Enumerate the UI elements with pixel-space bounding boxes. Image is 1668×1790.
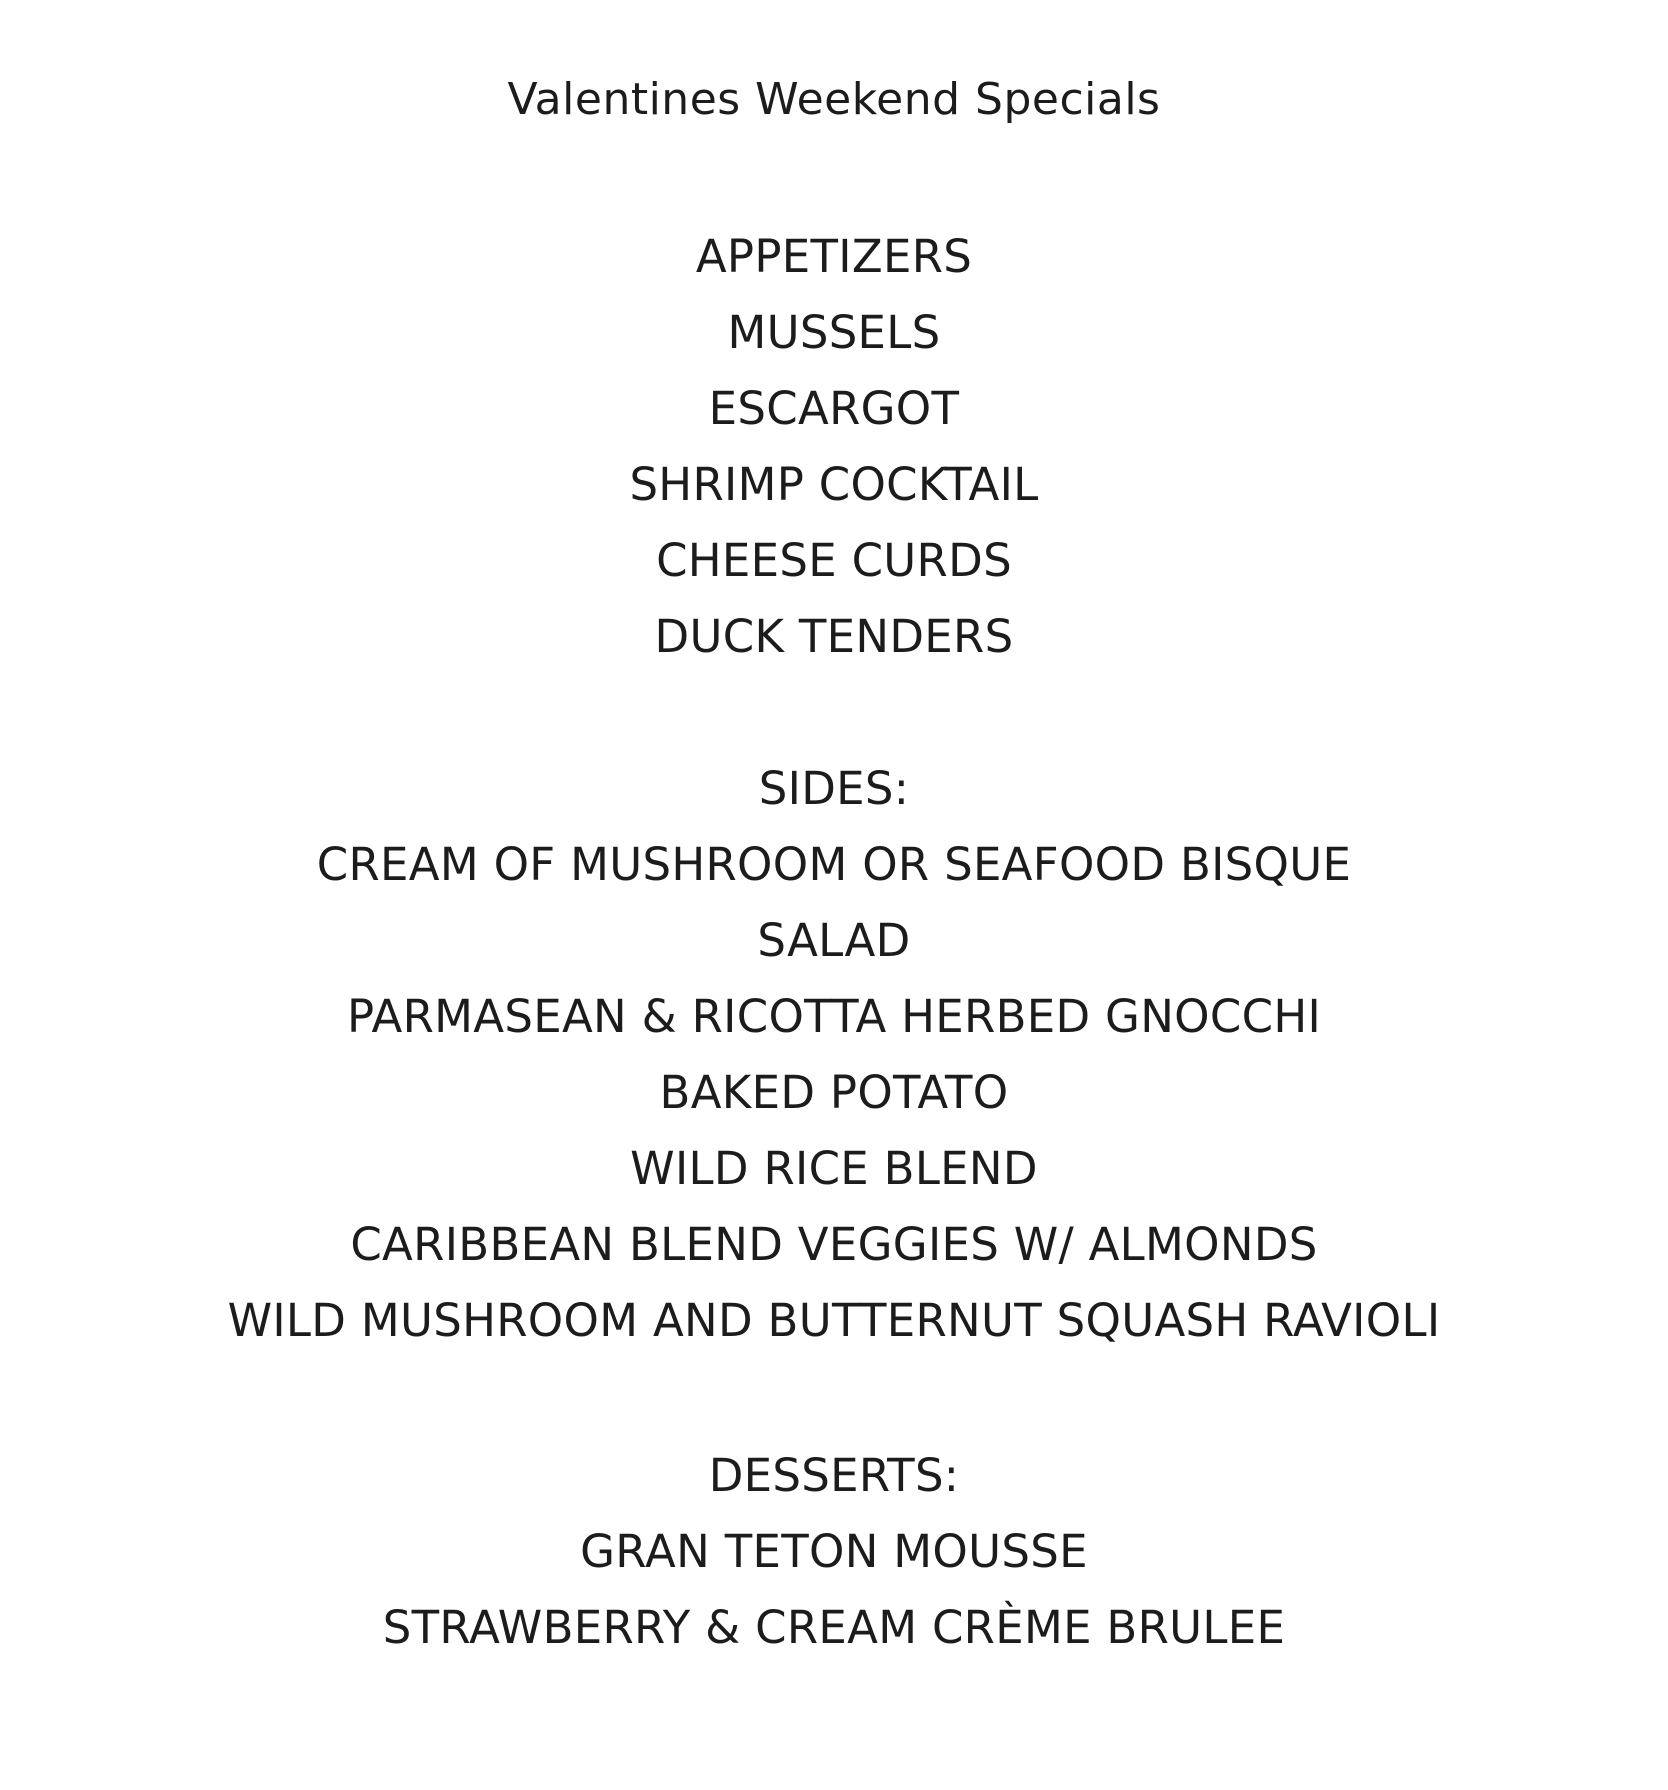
- menu-item: CHEESE CURDS: [656, 534, 1012, 587]
- menu-item: DUCK TENDERS: [654, 610, 1014, 663]
- menu-item: GRAN TETON MOUSSE: [580, 1525, 1088, 1578]
- menu-item: CARIBBEAN BLEND VEGGIES W/ ALMONDS: [350, 1218, 1318, 1271]
- section-heading-appetizers: APPETIZERS: [695, 230, 973, 283]
- menu-item: PARMASEAN & RICOTTA HERBED GNOCCHI: [346, 990, 1322, 1043]
- menu-item: WILD MUSHROOM AND BUTTERNUT SQUASH RAVIOLI: [227, 1294, 1441, 1347]
- menu-item: BAKED POTATO: [659, 1066, 1009, 1119]
- section-heading-desserts: DESSERTS:: [708, 1449, 960, 1502]
- menu-item: MUSSELS: [727, 306, 941, 359]
- page-title: Valentines Weekend Specials: [507, 74, 1161, 125]
- menu-item: SHRIMP COCKTAIL: [629, 458, 1039, 511]
- menu-item: STRAWBERRY & CREAM CRÈME BRULEE: [382, 1601, 1286, 1654]
- section-heading-sides: SIDES:: [758, 762, 910, 815]
- menu-item: SALAD: [757, 914, 911, 967]
- menu-item: ESCARGOT: [708, 382, 960, 435]
- menu-item: CREAM OF MUSHROOM OR SEAFOOD BISQUE: [316, 838, 1352, 891]
- menu-item: WILD RICE BLEND: [630, 1142, 1038, 1195]
